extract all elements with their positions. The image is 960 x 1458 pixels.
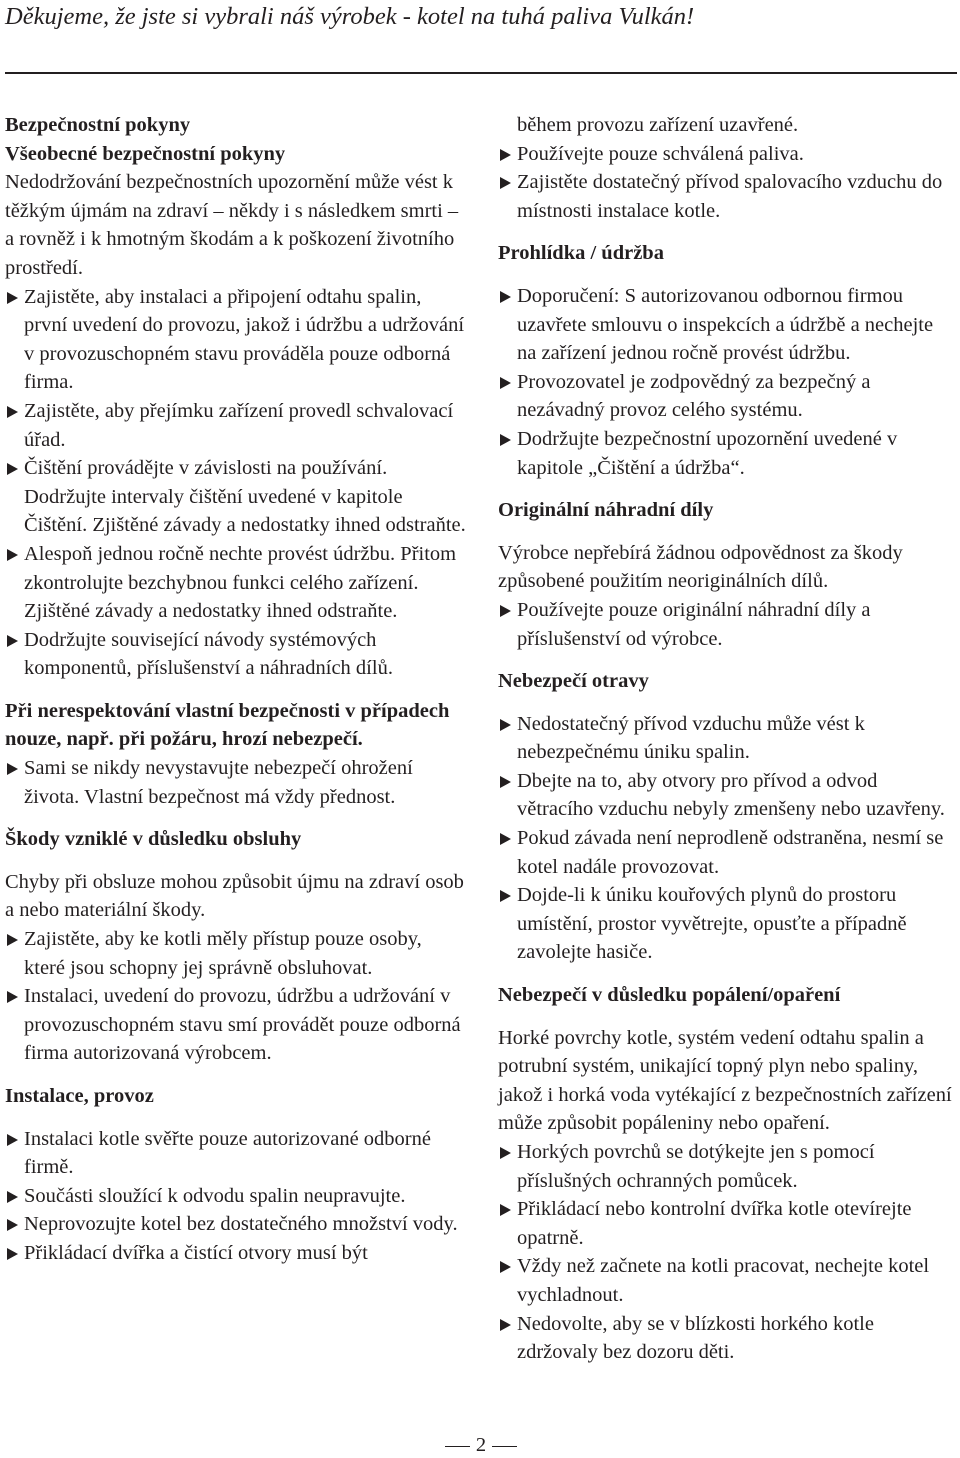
- burn-hazard-heading: Nebezpečí v důsledku popálení/opaření: [498, 984, 841, 1007]
- spare-parts-list: [498, 596, 956, 653]
- list-item: Instalaci kotle svěřte pouze autorizované odborné firmě.: [5, 1125, 467, 1182]
- list-item: Používejte pouze originální náhradní díly a příslušenství od výrobce.: [498, 596, 956, 653]
- list-item: Zajistěte, aby instalaci a připojení odtahu spalin, první uvedení do provozu, jakož i údržbu a udržování v provozuschopném stavu prováděla pouze odborná firma.: [5, 283, 467, 397]
- inspection-heading: Prohlídka / údržba: [498, 242, 664, 265]
- list-item: Čištění provádějte v závislosti na používání. Dodržujte intervaly čištění uvedené v kapitole Čištění. Zjištěné závady a nedostatky ihned odstraňte.: [5, 454, 467, 540]
- continued-item-text: během provozu zařízení uzavřené.: [517, 114, 799, 136]
- list-item: Provozovatel je zodpovědný za bezpečný a nezávadný provoz celého systému.: [498, 368, 956, 425]
- list-item: Dodržujte související návody systémových komponentů, příslušenství a náhradních dílů.: [5, 626, 467, 683]
- list-item: Sami se nikdy nevystavujte nebezpečí ohrožení života. Vlastní bezpečnost má vždy přednost.: [5, 754, 467, 811]
- list-item: Používejte pouze schválená paliva.: [498, 140, 956, 169]
- installation-heading: Instalace, provoz: [5, 1085, 154, 1107]
- list-item: Nedostatečný přívod vzduchu může vést k nebezpečnému úniku spalin.: [498, 710, 956, 767]
- list-item: Pokud závada není neprodleně odstraněna, nesmí se kotel nadále provozovat.: [498, 824, 956, 881]
- list-item: Zajistěte, aby ke kotli měly přístup pouze osoby, které jsou schopny jej správně obsluhovat.: [5, 925, 467, 982]
- list-item: Neprovozujte kotel bez dostatečného množství vody.: [5, 1210, 467, 1239]
- fuel-list: [498, 140, 956, 226]
- list-item: Horkých povrchů se dotýkejte jen s pomocí příslušných ochranných pomůcek.: [498, 1138, 956, 1195]
- list-item: Dodržujte bezpečnostní upozornění uvedené v kapitole „Čištění a údržba“.: [498, 425, 956, 482]
- dash-left: [445, 1446, 470, 1447]
- list-item: Alespoň jednou ročně nechte provést údržbu. Přitom zkontrolujte bezchybnou funkci celého zařízení. Zjištěné závady a nedostatky ihned odstraňte.: [5, 540, 467, 626]
- right-column: [498, 111, 956, 1367]
- spare-parts-intro: Výrobce nepřebírá žádnou odpovědnost za škody způsobené použitím neoriginálních dílů.: [498, 541, 903, 593]
- list-item: Nedovolte, aby se v blízkosti horkého kotle zdržovaly bez dozoru děti.: [498, 1310, 956, 1367]
- installation-list: [5, 1125, 467, 1268]
- general-safety-list: [5, 283, 467, 683]
- poisoning-list: [498, 710, 956, 967]
- page-number: [438, 1432, 524, 1458]
- page-number-value: 2: [475, 1434, 487, 1456]
- list-item: Doporučení: S autorizovanou odbornou firmou uzavřete smlouvu o inspekcích a údržbě a nechejte na zařízení jednou ročně provést údržbu.: [498, 282, 956, 368]
- list-item: Dbejte na to, aby otvory pro přívod a odvod větracího vzduchu nebyly zmenšeny nebo uzavřeny.: [498, 767, 956, 824]
- general-safety-intro: Nedodržování bezpečnostních upozornění může vést k těžkým újmám na zdraví – někdy i s následkem smrti – a rovněž i k hmotným škodám a k poškození životního prostředí.: [5, 171, 459, 279]
- spare-parts-heading: Originální náhradní díly: [498, 499, 714, 522]
- inspection-list: [498, 282, 956, 482]
- left-column: [5, 111, 467, 1268]
- emergency-heading: Při nerespektování vlastní bezpečnosti v případech nouze, např. při požáru, hrozí nebezpečí.: [5, 699, 450, 751]
- page-header-title: Děkujeme, že jste si vybrali náš výrobek - kotel na tuhá paliva Vulkán!: [5, 3, 695, 30]
- list-item: Součásti sloužící k odvodu spalin neupravujte.: [5, 1182, 467, 1211]
- list-item: Zajistěte, aby přejímku zařízení provedl schvalovací úřad.: [5, 397, 467, 454]
- operation-damage-intro: Chyby při obsluze mohou způsobit újmu na zdraví osob a nebo materiální škody.: [5, 870, 464, 922]
- list-item: Přikládací dvířka a čistící otvory musí být: [5, 1239, 467, 1268]
- burn-hazard-intro: Horké povrchy kotle, systém vedení odtahu spalin a potrubní systém, unikající topný plyn nebo spaliny, jakož i horká voda vytékající z bezpečnostních zařízení může způsobit popáleniny nebo opaření.: [498, 1026, 952, 1135]
- poisoning-heading: Nebezpečí otravy: [498, 670, 649, 693]
- list-item: Vždy než začnete na kotli pracovat, nechejte kotel vychladnout.: [498, 1252, 956, 1309]
- safety-heading: Bezpečnostní pokyny: [5, 114, 191, 136]
- header-divider: [5, 72, 957, 74]
- list-item: Přikládací nebo kontrolní dvířka kotle otevírejte opatrně.: [498, 1195, 956, 1252]
- operation-damage-heading: Škody vzniklé v důsledku obsluhy: [5, 828, 302, 851]
- emergency-list: [5, 754, 467, 811]
- burn-hazard-list: [498, 1138, 956, 1367]
- list-item: Dojde-li k úniku kouřových plynů do prostoru umístění, prostor vyvětrejte, opusťte a případně zavolejte hasiče.: [498, 881, 956, 967]
- operation-damage-list: [5, 925, 467, 1068]
- dash-right: [492, 1446, 517, 1447]
- general-safety-heading: Všeobecné bezpečnostní pokyny: [5, 142, 286, 165]
- list-item: Zajistěte dostatečný přívod spalovacího vzduchu do místnosti instalace kotle.: [498, 168, 956, 225]
- list-item: Instalaci, uvedení do provozu, údržbu a udržování v provozuschopném stavu smí provádět pouze odborná firma autorizovaná výrobcem.: [5, 982, 467, 1068]
